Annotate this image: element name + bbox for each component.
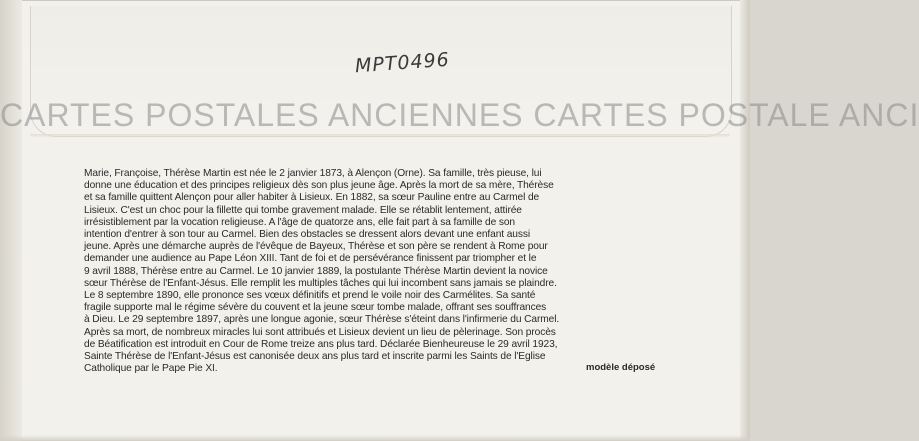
model-deposited-label: modèle déposé (586, 362, 656, 373)
text-line: Lisieux. C'est un choc pour la fillette qui tombe gravement malade. Elle se rétablit lentement, attirée (84, 204, 522, 216)
text-line: et sa famille quittent Alençon pour aller habiter à Lisieux. En 1882, sa sœur Pauline entre au Carmel de (84, 192, 540, 204)
text-line: sœur Thérèse de l'Enfant-Jésus. Elle remplit les multiples tâches qui lui incombent sans jamais se plaindre. (84, 277, 557, 289)
text-line: 9 avril 1888, Thérèse entre au Carmel. Le 10 janvier 1889, la postulante Thérèse Martin devient la novice (84, 265, 548, 277)
envelope-left-edge (0, 0, 22, 441)
text-line: Catholique par le Pape Pie XI. (84, 363, 218, 375)
envelope-right-edge (740, 0, 750, 441)
bottom-shadow (0, 435, 750, 441)
text-line: à Dieu. Le 29 septembre 1897, après une longue agonie, sœur Thérèse s'éteint dans l'infirmerie du Carmel. (84, 314, 560, 326)
handwritten-code: MPT0496 (354, 48, 451, 78)
biography-text (84, 168, 674, 375)
watermark-text: CARTES POSTALES ANCIENNES CARTES POSTALE ANCI (0, 97, 919, 133)
text-line: demander une audience au Pape Léon XIII. Tant de foi et de persévérance finissent par triompher et le (84, 253, 537, 265)
text-line: jeune. Après une démarche auprès de l'évêque de Bayeux, Thérèse et son père se rendent à Rome pour (84, 241, 548, 253)
text-line: Le 8 septembre 1890, elle prononce ses vœux définitifs et prend le voile noir des Carmélites. Sa santé (84, 290, 536, 302)
text-line: fragile supporte mal le régime sévère du couvent et la jeune sœur tombe malade, offrant ses souffrances (84, 302, 547, 314)
text-line: de Béatification est introduit en Cour de Rome treize ans plus tard. Déclarée Bienheureuse le 29 avril 1923, (84, 338, 558, 350)
text-line: donne une éducation et des principes religieux dès son plus jeune âge. Après la mort de sa mère, Thérèse (84, 180, 554, 192)
text-line: Après sa mort, de nombreux miracles lui sont attribués et Lisieux devient un lieu de pèlerinage. Son procès (84, 326, 556, 338)
text-line: Marie, Françoise, Thérèse Martin est née le 2 janvier 1873, à Alençon (Orne). Sa famille, très pieuse, lui (84, 168, 542, 179)
text-line: Sainte Thérèse de l'Enfant-Jésus est canonisée deux ans plus tard et inscrite parmi les Saints de l'Eglise (84, 351, 546, 363)
text-line: intention d'entrer à son tour au Carmel. Bien des obstacles se dressent alors devant une enfant aussi (84, 229, 531, 241)
text-line: irrésistiblement par la vocation religieuse. A l'âge de quatorze ans, elle fait part à sa famille de son (84, 216, 515, 228)
